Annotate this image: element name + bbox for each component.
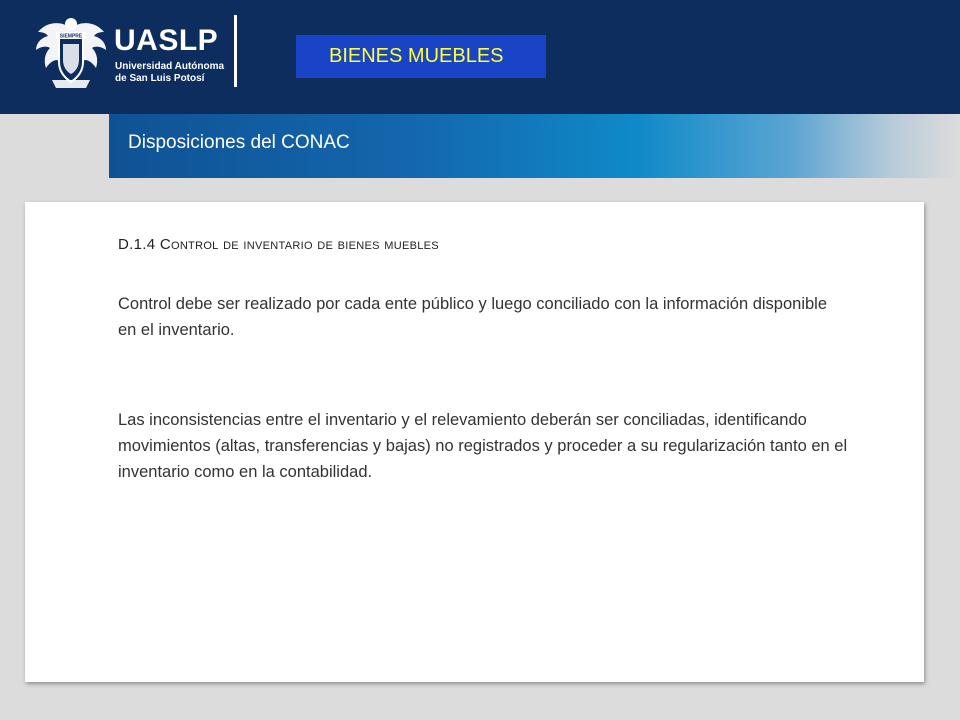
university-seal-icon [32,10,110,90]
seal-motto: SIEMPRE [59,33,83,40]
topic-tag-label: BIENES MUEBLES [329,45,504,67]
content-heading [118,236,439,254]
content-card [25,202,924,682]
paragraph-inconsistencias: Las inconsistencias entre el inventario y el relevamiento deberán ser conciliadas, identificando movimientos (altas, transferencias y bajas) no registrados y proceder a su regularización tanto en el inventario como en la contabilidad. [118,411,848,481]
section-title: Disposiciones del CONAC [128,132,350,153]
logo-subtitle-line1: Universidad Autónoma [115,61,225,72]
heading-text: Control de inventario de bienes muebles [159,236,439,253]
logo-divider [234,15,237,87]
logo-wordmark: UASLP [114,24,219,57]
uaslp-logo [32,10,242,90]
logo-subtitle [115,61,224,85]
logo-subtitle-line2: de San Luis Potosí [115,73,205,84]
header-banner [0,0,960,114]
heading-code: D.1.4 [118,236,160,253]
topic-tag [296,35,546,78]
section-title-bar [109,114,960,178]
paragraph-control: Control debe ser realizado por cada ente público y luego conciliado con la información disponible en el inventario. [118,295,828,339]
